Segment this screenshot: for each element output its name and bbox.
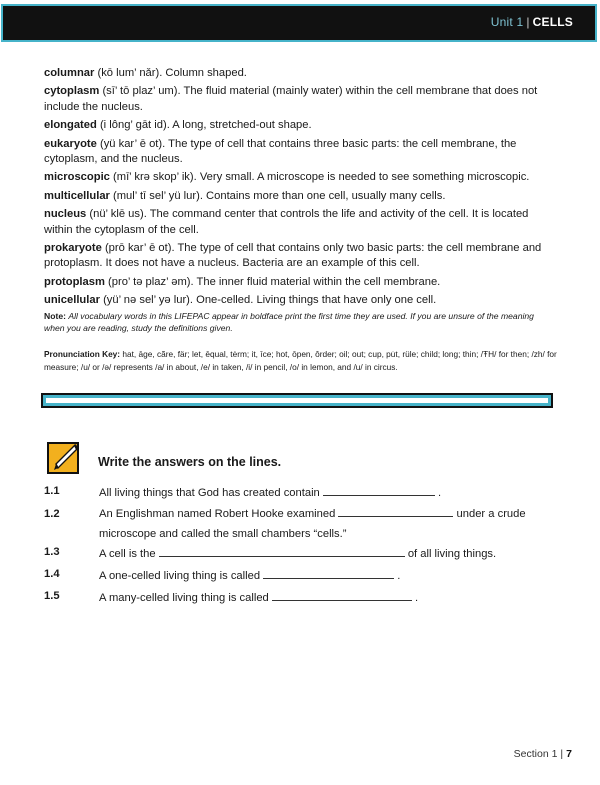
vocab-definition: (yü kar’ ē ot). The type of cell that contains three basic parts: the cell membrane, the cytoplasm, and the nucleus.: [44, 137, 517, 166]
question-number: 1.5: [44, 590, 60, 602]
note-text: All vocabulary words in this LIFEPAC appear in boldface print the first time they are used. If you are unsure of the meaning when you are reading, study the definitions given.: [44, 311, 534, 334]
vocab-definition: (pro’ tə plaz’ əm). The inner fluid material within the cell membrane.: [108, 275, 441, 288]
vocab-term: eukaryote: [44, 137, 97, 150]
vocab-term: cytoplasm: [44, 85, 100, 98]
vocab-term: columnar: [44, 67, 95, 79]
section-label: Section 1: [513, 748, 558, 760]
vocabulary-list: [44, 66, 554, 312]
unit-heading: [491, 15, 573, 29]
vocab-definition: (i lông’ gāt id). A long, stretched-out shape.: [99, 119, 312, 132]
pronunciation-key: [44, 348, 560, 374]
question-text: A cell is the: [99, 548, 156, 560]
vocab-term: elongated: [44, 119, 97, 132]
page-number: 7: [566, 748, 572, 760]
vocabulary-note: [44, 310, 556, 335]
pencil-paper-icon: [44, 437, 84, 477]
vocab-definition: (kō lum’ nǎr). Column shaped.: [97, 67, 247, 79]
pronunciation-lead: Pronunciation Key:: [44, 349, 121, 359]
unit-topic: CELLS: [532, 15, 573, 29]
vocab-entry: [44, 189, 554, 204]
vocab-entry: [44, 66, 554, 81]
vocab-entry: [44, 84, 554, 115]
question-number: 1.3: [44, 546, 60, 558]
vocab-definition: (sī’ tō plaz’ um). The fluid material (mainly water) within the cell membrane that does not include the nucleus.: [44, 85, 538, 113]
vocab-term: microscopic: [44, 171, 110, 184]
vocab-entry: [44, 137, 554, 168]
question-number: 1.4: [44, 568, 60, 580]
vocab-term: unicellular: [44, 294, 100, 307]
answer-blank[interactable]: [159, 545, 405, 557]
vocab-term: protoplasm: [44, 275, 105, 288]
vocab-definition: (prō kar’ ē ot). The type of cell that contains only two basic parts: the cell membrane and protoplasm. It does not have a nucleus. Bacteria are an example of this cell.: [44, 242, 542, 270]
answer-blank[interactable]: [323, 484, 435, 496]
header-separator: |: [526, 15, 530, 29]
question-text-end: .: [414, 592, 419, 604]
question-text-end: of all living things.: [407, 548, 497, 560]
pronunciation-text: hat, āge, cãre, fär; let, ēqual, tėrm; it, īce; hot, ōpen, ôrder; oil; out; cup, pu̇t, rüle; child; long; thin; /ŦH/ for then; /zh/ for measure; /u/ or /ə/ represents /a/ in about, /e/ in taken, /i/ in pencil, /o/ in lemon, and /u/ in circus.: [44, 349, 557, 372]
vocab-entry: [44, 275, 554, 290]
question-number: 1.2: [44, 508, 60, 520]
vocab-term: nucleus: [44, 208, 87, 221]
question-text-end: .: [438, 487, 442, 499]
activity-instruction: Write the answers on the lines.: [98, 455, 282, 469]
question-text: An Englishman named Robert Hooke examined: [99, 508, 336, 520]
vocab-entry: [44, 241, 554, 272]
footer-separator: |: [560, 748, 564, 760]
vocab-term: prokaryote: [44, 242, 102, 255]
vocab-definition: (yü’ nə sel’ yə lur). One-celled. Living things that have only one cell.: [103, 294, 437, 307]
header-bar: [1, 4, 597, 42]
vocab-entry: [44, 118, 554, 133]
answer-blank[interactable]: [263, 567, 394, 579]
question-text-end: .: [397, 570, 401, 582]
question-number: 1.1: [44, 485, 60, 497]
vocab-entry: [44, 207, 554, 238]
vocab-definition: (nü’ klē us). The command center that controls the life and activity of the cell. It is located within the cytoplasm of the cell.: [44, 208, 529, 236]
answer-blank[interactable]: [338, 505, 453, 517]
answer-blank[interactable]: [272, 589, 412, 601]
page-footer: [514, 748, 572, 760]
vocab-definition: (mī’ krə skop’ ik). Very small. A microscope is needed to see something microscopic.: [113, 171, 530, 184]
unit-label: Unit 1: [490, 15, 524, 29]
vocab-entry: [44, 293, 554, 308]
question-text-end: under a crude microscope and called the small chambers “cells.”: [99, 508, 526, 540]
section-divider: [43, 395, 551, 406]
vocab-term: multicellular: [44, 189, 110, 202]
vocab-definition: (mul’ tī sel’ yü lur). Contains more than one cell, usually many cells.: [113, 189, 446, 202]
note-lead: Note:: [44, 311, 66, 321]
question-text: A one-celled living thing is called: [99, 570, 261, 582]
vocab-entry: [44, 170, 554, 185]
question-text: A many-celled living thing is called: [99, 592, 269, 604]
question-text: All living things that God has created contain: [99, 487, 320, 499]
